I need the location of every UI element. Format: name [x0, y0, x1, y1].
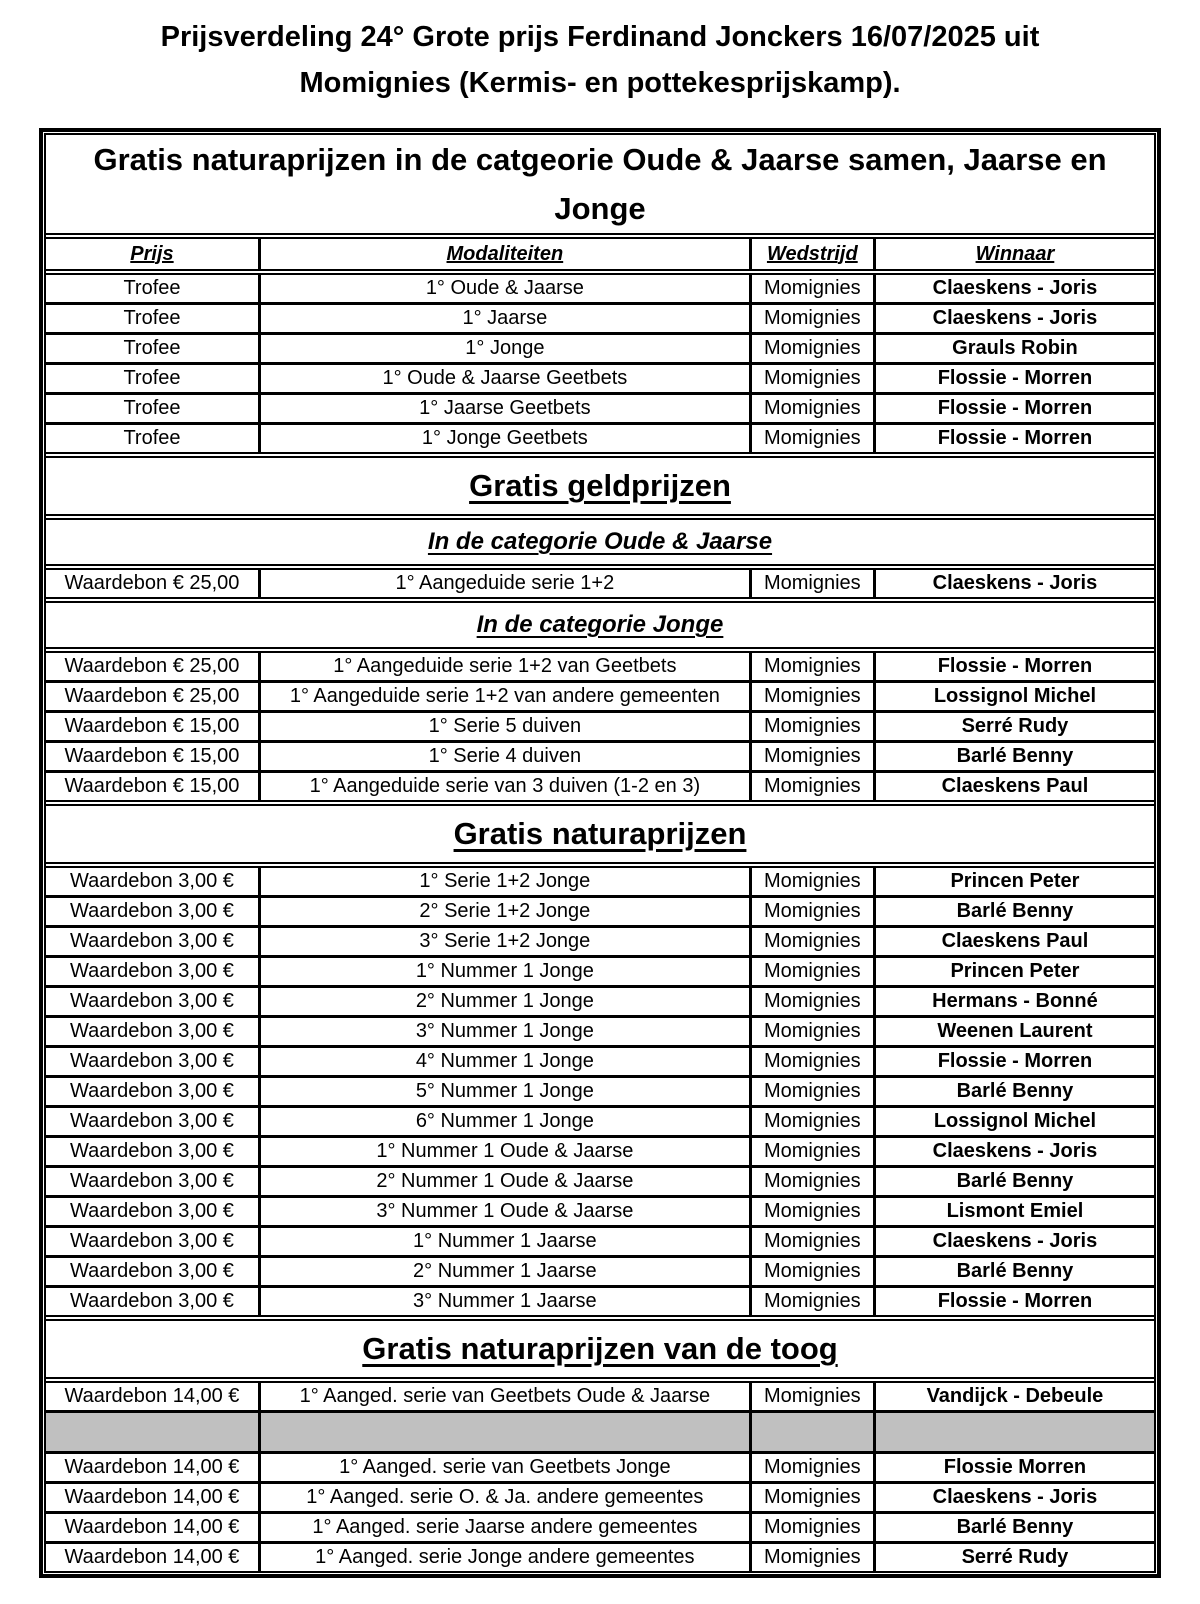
table-cell: Claeskens - Joris: [932, 1230, 1098, 1252]
table-cell: Momignies: [752, 425, 876, 452]
table-cell: 3° Nummer 1 Jaarse: [261, 1288, 752, 1315]
table-cell: Waardebon 3,00 €: [46, 1048, 261, 1075]
table-cell: [46, 1413, 261, 1451]
table-cell: Trofee: [46, 425, 261, 452]
table-row: [46, 302, 1154, 332]
column-header: Winnaar: [975, 242, 1055, 265]
table-cell: Waardebon € 25,00: [46, 683, 261, 710]
table-cell: Momignies: [752, 1018, 876, 1045]
table-cell: Momignies: [752, 898, 876, 925]
table-row: [46, 740, 1154, 770]
table-cell: 1° Aangeduide serie 1+2 van andere gemeenten: [261, 683, 752, 710]
table-cell: Waardebon 3,00 €: [46, 1258, 261, 1285]
table-row: [46, 925, 1154, 955]
table-cell: 1° Aangeduide serie van 3 duiven (1-2 en 3): [261, 773, 752, 800]
table-cell: Flossie - Morren: [937, 1290, 1093, 1312]
column-header: Wedstrijd: [752, 239, 876, 269]
table-cell: Lossignol Michel: [933, 685, 1097, 707]
table-cell: Waardebon € 25,00: [46, 653, 261, 680]
table-cell: Waardebon 3,00 €: [46, 958, 261, 985]
table-cell: Momignies: [752, 570, 876, 597]
table-cell: Claeskens Paul: [941, 930, 1089, 952]
table-cell: [261, 1413, 752, 1451]
table-cell: Momignies: [752, 683, 876, 710]
table-cell: 1° Nummer 1 Jaarse: [261, 1228, 752, 1255]
table-cell: Waardebon € 25,00: [46, 570, 261, 597]
table-cell: Momignies: [752, 1078, 876, 1105]
table-cell: Momignies: [752, 1108, 876, 1135]
table-cell: Momignies: [752, 1138, 876, 1165]
table-cell: Momignies: [752, 743, 876, 770]
section-label: [46, 806, 1154, 862]
section-label: [46, 458, 1154, 514]
empty-gray-row: [46, 1410, 1154, 1451]
table-row: [46, 1015, 1154, 1045]
section-header-row: [46, 800, 1154, 862]
table-cell: 1° Aanged. serie O. & Ja. andere gemeentes: [261, 1484, 752, 1511]
table-row: [46, 1255, 1154, 1285]
table-cell: Momignies: [752, 365, 876, 392]
table-row: [46, 985, 1154, 1015]
table-row: [46, 1105, 1154, 1135]
table-row: [46, 862, 1154, 895]
table-cell: Waardebon 3,00 €: [46, 1168, 261, 1195]
table-row: [46, 1135, 1154, 1165]
table-cell: Waardebon 3,00 €: [46, 1078, 261, 1105]
section-header-row: [46, 1315, 1154, 1377]
table-row: [46, 647, 1154, 680]
table-cell: 5° Nummer 1 Jonge: [261, 1078, 752, 1105]
table-row: [46, 1481, 1154, 1511]
table-cell: 2° Nummer 1 Jonge: [261, 988, 752, 1015]
table-cell: Weenen Laurent: [937, 1020, 1093, 1042]
table-cell: Flossie - Morren: [937, 367, 1093, 389]
table-cell: Waardebon 3,00 €: [46, 1018, 261, 1045]
table-row: [46, 710, 1154, 740]
table-cell: [876, 1413, 1154, 1451]
table-cell: Momignies: [752, 1198, 876, 1225]
subsection-text: In de categorie Oude & Jaarse: [427, 528, 773, 555]
table-cell: Princen Peter: [950, 960, 1080, 982]
table-row: [46, 1165, 1154, 1195]
table-row: [46, 1045, 1154, 1075]
table-cell: Momignies: [752, 275, 876, 302]
table-cell: Waardebon € 15,00: [46, 713, 261, 740]
table-cell: Momignies: [752, 335, 876, 362]
table-cell: [752, 1413, 876, 1451]
table-cell: Barlé Benny: [956, 900, 1074, 922]
table-cell: Claeskens - Joris: [932, 307, 1098, 329]
table-cell: Grauls Robin: [952, 337, 1078, 359]
table-cell: Momignies: [752, 713, 876, 740]
table-cell: 2° Nummer 1 Oude & Jaarse: [261, 1168, 752, 1195]
table-row: [46, 1075, 1154, 1105]
prize-table: [39, 128, 1161, 1578]
table-cell: Waardebon 3,00 €: [46, 898, 261, 925]
table-row: [46, 564, 1154, 597]
title-label: [46, 135, 1154, 233]
column-header: Prijs: [46, 239, 261, 269]
table-cell: Momignies: [752, 395, 876, 422]
column-header: Modaliteiten: [261, 239, 752, 269]
table-cell: Momignies: [752, 1258, 876, 1285]
table-cell: Momignies: [752, 958, 876, 985]
table-cell: Waardebon 3,00 €: [46, 1138, 261, 1165]
table-cell: Waardebon 3,00 €: [46, 1288, 261, 1315]
table-cell: Momignies: [752, 928, 876, 955]
table-cell: Waardebon 3,00 €: [46, 928, 261, 955]
table-cell: 1° Aanged. serie Jonge andere gemeentes: [261, 1544, 752, 1571]
table-cell: Momignies: [752, 1454, 876, 1481]
table-cell: 1° Oude & Jaarse Geetbets: [261, 365, 752, 392]
table-row: [46, 422, 1154, 452]
page-title: [0, 0, 1200, 106]
table-cell: Momignies: [752, 1514, 876, 1541]
section-text: Gratis naturaprijzen: [453, 816, 747, 851]
table-cell: Momignies: [752, 1484, 876, 1511]
table-cell: 1° Jaarse: [261, 305, 752, 332]
table-row: [46, 895, 1154, 925]
table-title-row: [46, 135, 1154, 233]
table-cell: Waardebon 14,00 €: [46, 1484, 261, 1511]
table-cell: Barlé Benny: [956, 1080, 1074, 1102]
table-row: [46, 332, 1154, 362]
table-cell: Trofee: [46, 275, 261, 302]
table-cell: Waardebon 3,00 €: [46, 868, 261, 895]
table-cell: Flossie - Morren: [937, 397, 1093, 419]
section-label: [46, 1321, 1154, 1377]
table-row: [46, 269, 1154, 302]
table-cell: Barlé Benny: [956, 1516, 1074, 1538]
table-row: [46, 1511, 1154, 1541]
subsection-label: [46, 520, 1154, 564]
table-cell: Momignies: [752, 868, 876, 895]
table-cell: 1° Serie 5 duiven: [261, 713, 752, 740]
table-cell: Waardebon € 15,00: [46, 773, 261, 800]
table-cell: Waardebon 3,00 €: [46, 988, 261, 1015]
table-cell: 1° Jaarse Geetbets: [261, 395, 752, 422]
table-cell: Momignies: [752, 1544, 876, 1571]
table-cell: Claeskens - Joris: [932, 572, 1098, 594]
table-cell: Barlé Benny: [956, 1260, 1074, 1282]
table-row: [46, 1541, 1154, 1571]
subsection-text: In de categorie Jonge: [476, 611, 724, 638]
table-cell: 3° Serie 1+2 Jonge: [261, 928, 752, 955]
table-cell: 1° Oude & Jaarse: [261, 275, 752, 302]
page-title-line2: Momignies (Kermis- en pottekesprijskamp).: [299, 67, 901, 99]
table-cell: 2° Serie 1+2 Jonge: [261, 898, 752, 925]
section-header-row: [46, 452, 1154, 514]
section-text: Gratis naturaprijzen van de toog: [362, 1331, 838, 1366]
table-cell: 1° Jonge: [261, 335, 752, 362]
table-cell: 1° Nummer 1 Jonge: [261, 958, 752, 985]
table-cell: 1° Aanged. serie Jaarse andere gemeentes: [261, 1514, 752, 1541]
table-cell: Momignies: [752, 1048, 876, 1075]
table-cell: Barlé Benny: [956, 1170, 1074, 1192]
table-cell: Waardebon 14,00 €: [46, 1514, 261, 1541]
table-cell: Flossie - Morren: [937, 1050, 1093, 1072]
table-cell: Momignies: [752, 1228, 876, 1255]
table-cell: Flossie - Morren: [937, 655, 1093, 677]
table-cell: 1° Nummer 1 Oude & Jaarse: [261, 1138, 752, 1165]
table-cell: Momignies: [752, 1168, 876, 1195]
table-cell: Flossie Morren: [943, 1456, 1087, 1478]
table-cell: Waardebon 14,00 €: [46, 1383, 261, 1410]
title-text: Gratis naturaprijzen in de catgeorie Oude & Jaarse samen, Jaarse en Jonge: [93, 142, 1107, 226]
table-cell: 3° Nummer 1 Jonge: [261, 1018, 752, 1045]
table-cell: Waardebon 3,00 €: [46, 1228, 261, 1255]
table-cell: 1° Aanged. serie van Geetbets Oude & Jaarse: [261, 1383, 752, 1410]
table-cell: Trofee: [46, 395, 261, 422]
table-cell: Waardebon 3,00 €: [46, 1108, 261, 1135]
table-cell: Claeskens - Joris: [932, 1486, 1098, 1508]
table-cell: Momignies: [752, 988, 876, 1015]
subsection-header-row: [46, 597, 1154, 647]
subsection-header-row: [46, 514, 1154, 564]
table-row: [46, 392, 1154, 422]
subsection-label: [46, 603, 1154, 647]
table-cell: Serré Rudy: [961, 715, 1069, 737]
table-cell: Claeskens - Joris: [932, 277, 1098, 299]
prize-table-body: [44, 133, 1156, 1573]
table-row: [46, 955, 1154, 985]
table-cell: 1° Aanged. serie van Geetbets Jonge: [261, 1454, 752, 1481]
table-cell: 2° Nummer 1 Jaarse: [261, 1258, 752, 1285]
table-cell: 1° Aangeduide serie 1+2: [261, 570, 752, 597]
table-cell: 1° Serie 1+2 Jonge: [261, 868, 752, 895]
table-cell: 1° Serie 4 duiven: [261, 743, 752, 770]
section-text: Gratis geldprijzen: [469, 468, 731, 503]
table-cell: Barlé Benny: [956, 745, 1074, 767]
table-cell: Momignies: [752, 773, 876, 800]
table-row: [46, 770, 1154, 800]
table-cell: Lossignol Michel: [933, 1110, 1097, 1132]
table-cell: Princen Peter: [950, 870, 1080, 892]
table-cell: Trofee: [46, 335, 261, 362]
table-cell: 6° Nummer 1 Jonge: [261, 1108, 752, 1135]
table-row: [46, 1377, 1154, 1410]
page-title-line1: Prijsverdeling 24° Grote prijs Ferdinand Jonckers 16/07/2025 uit: [160, 21, 1040, 53]
table-cell: 3° Nummer 1 Oude & Jaarse: [261, 1198, 752, 1225]
table-row: [46, 1195, 1154, 1225]
table-row: [46, 362, 1154, 392]
table-cell: Momignies: [752, 1383, 876, 1410]
table-cell: Momignies: [752, 1288, 876, 1315]
table-cell: Trofee: [46, 365, 261, 392]
table-cell: Claeskens - Joris: [932, 1140, 1098, 1162]
table-cell: Claeskens Paul: [941, 775, 1089, 797]
table-cell: Waardebon 14,00 €: [46, 1454, 261, 1481]
table-cell: 4° Nummer 1 Jonge: [261, 1048, 752, 1075]
table-row: [46, 1451, 1154, 1481]
table-cell: Serré Rudy: [961, 1546, 1069, 1568]
table-cell: Lismont Emiel: [946, 1200, 1084, 1222]
table-header-row: [46, 233, 1154, 269]
table-cell: Vandijck - Debeule: [926, 1385, 1104, 1407]
table-cell: Trofee: [46, 305, 261, 332]
table-cell: Momignies: [752, 305, 876, 332]
table-cell: 1° Aangeduide serie 1+2 van Geetbets: [261, 653, 752, 680]
table-row: [46, 1285, 1154, 1315]
table-cell: Hermans - Bonné: [932, 990, 1098, 1012]
table-cell: Waardebon € 15,00: [46, 743, 261, 770]
table-cell: Waardebon 14,00 €: [46, 1544, 261, 1571]
table-cell: Momignies: [752, 653, 876, 680]
table-row: [46, 680, 1154, 710]
table-cell: 1° Jonge Geetbets: [261, 425, 752, 452]
table-cell: Flossie - Morren: [937, 427, 1093, 449]
table-row: [46, 1225, 1154, 1255]
table-cell: Waardebon 3,00 €: [46, 1198, 261, 1225]
